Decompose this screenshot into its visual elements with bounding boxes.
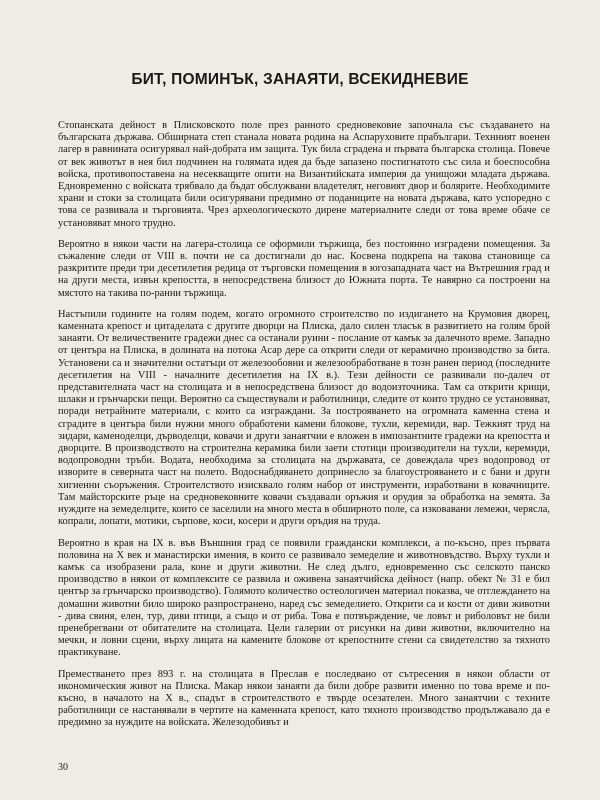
paragraph-5: Преместването през 893 г. на столицата в Преслав е последвано от сътресения в някои области от икономическия живот на Плиска. Макар някои занаяти да били добре развити именно по това време и по-късно, в началото на X в., спадът в строителството е твърде осезателен. Много занаятчии с техните работилници се настанявали в чертите на каменната крепост, като тяхното производство продължавало да е предимно за нуждите на войската. Железодобивът и (58, 668, 550, 729)
paragraph-4: Вероятно в края на IX в. във Външния град се появили граждански комплекси, а по-късно, през първата половина на X век и манастирски имения, в които се развивало земеделие и животновъдство. Върху тухли и камък са изобразени рала, коне и други животни. Не след дълго, едновременно със селското панско производство в някои от комплексите се развила и оживена занаятчийска дейност (напр. обект № 31 е бил център за грънчарско производство). Голямото количество остеологичен материал показва, че отглеждането на домашни животни било широко разпространено, наред със земеделието. Открити са и кости от диви животни - дива свиня, елен, тур, диви птици, а също и от риба. Това е потвърждение, че ловът и риболовът не били пренебрегвани от обитателите на столицата. Цели галерии от рисунки на диви животни, включително на мечки, и ловни сцени, върху лицата на камените блокове от крепостните стени са свидетелство за тяхното практикуване. (58, 537, 550, 659)
page-title: БИТ, ПОМИНЪК, ЗАНАЯТИ, ВСЕКИДНЕВИЕ (131, 71, 469, 88)
body-text (58, 120, 550, 739)
paragraph-2: Вероятно в някои части на лагера-столица се оформили тържища, без постоянно изградени помещения. За съжаление следи от VIII в. почти не са достигнали до нас. Косвена подкрепа на такова становище са разкритите преди три десетилетия редица от търговски помещения в югозападната част на Вътрешния град и на други места, извън крепостта, в непосредствена близост до Южната порта. Те навярно са построени на мястото на такива по-ранни тържища. (58, 238, 550, 299)
paragraph-3: Настъпили годините на голям подем, когато огромното строителство по издигането на Крумовия дворец, каменната крепост и цитаделата с другите дворци на Плиска, дало силен тласък в развитието на голям брой занаяти. От величествените градежи днес са останали руини - послание от камък за далечното време. Западно от центъра на Плиска, в долината на потока Асар дере са открити следи от керамично производство за бита. Установени са и значителни остатъци от железообовни и железообработване в тозн ранен период (последните десетилетия на VIII - началните десетилетия на IX в.). Тези дейности се развивали по-далеч от представителната част на столицата и в непосредствена близост до водоизточника. Там са открити крищи, шлаки и грънчарски пещи. Вероятно са съществували и работилници, следите от които трудно се установяват, поради нетрайните материали, с които са изграждани. За построяването на огромната каменна стена и сградите в центъра били нужни много обработени камени блокове, тухли, керемиди, вар. Тежкият труд на зидари, каменоделци, дърводелци, ковачи и други занаятчии е вложен в импозантните градежи на крепостта и дворците. В производството на строителна керамика били заети стотици производители на тухли, керемиди, водопроводни тръби. Водата, необходима за столицата на държавата, се довеждала чрез водопровод от изворите в северната част на полето. Водоснабдяването допринесло за благоустрояването и с бани и други хигиенни съоръжения. Строителството изисквало голям набор от инструменти, изработвани в ковачниците. Там майсторските ръце на средновековните ковачи създавали оръжия и орудия за обработка на земята. За нуждите на земеделците, които се заселили на много места в обширното поле, са изковавани лемежи, черясла, копрали, лопати, мотики, сърпове, коси, косери и други оръдия на труда. (58, 308, 550, 528)
page-number: 30 (58, 762, 68, 773)
paragraph-1: Стопанската дейност в Плисковското поле през ранното средновековие започнала със създаването на българската държава. Обширната степ станала новата родина на Аспаруховите прабългари. Технният военен лагер в равнината осигурявал най-добрата им защита. Тук била сградена и първата българска столица. Повече от век животът в нея бил подчинен на голямата идея да бъде запазено постигнатото със сила и боеспособна войска, противопоставена на несекващите опити на Византийската империя да унищожи младата държава. Едновременно с войската трябвало да бъдат обслужвани владетелят, неговият двор и болярите. Необходимите храни и стоки за столицата били осигурявани предимно от поданиците на новата държава, като успоредно с това се развивала и търговията. Чрез археологическото дирене материалните следи от това време обаче се установяват много трудно. (58, 120, 550, 229)
